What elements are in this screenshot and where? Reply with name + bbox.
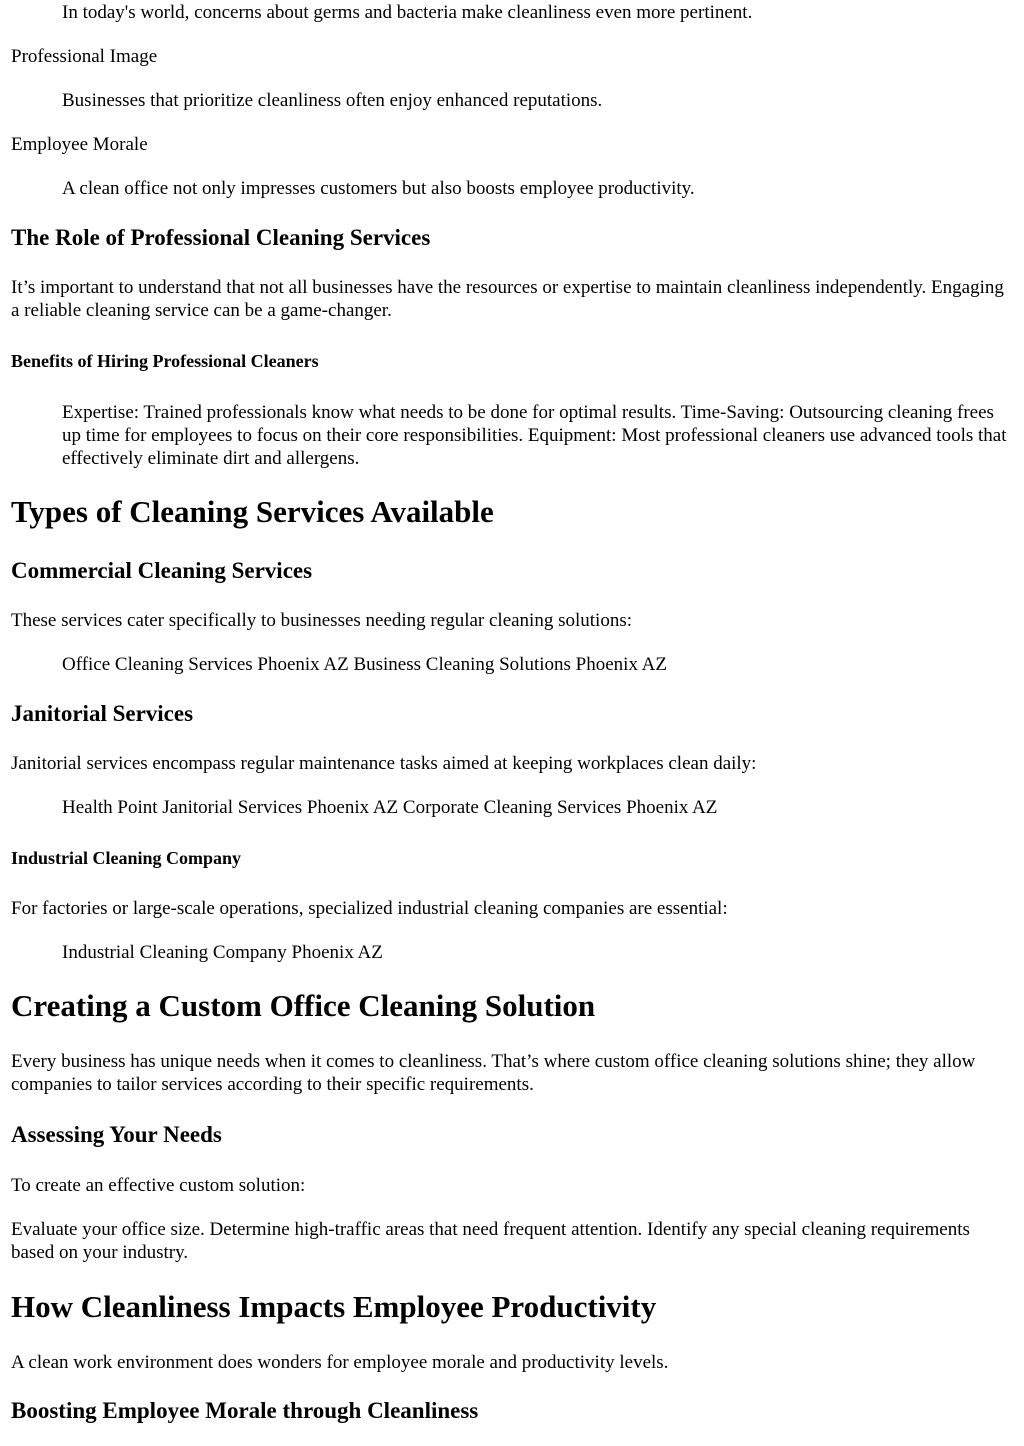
janitorial-heading: Janitorial Services	[11, 701, 194, 726]
productivity-heading: How Cleanliness Impacts Employee Productivity	[11, 1289, 657, 1324]
role-paragraph: It’s important to understand that not all businesses have the resources or expertise to maintain cleanliness independently. Engaging a reliable cleaning service can be a game-changer.	[11, 277, 1004, 321]
industrial-paragraph: For factories or large-scale operations, specialized industrial cleaning companies are essential:	[11, 898, 728, 919]
assess-heading: Assessing Your Needs	[11, 1122, 222, 1147]
custom-heading: Creating a Custom Office Cleaning Solution	[11, 988, 596, 1023]
types-heading: Types of Cleaning Services Available	[11, 494, 494, 529]
benefits-heading: Benefits of Hiring Professional Cleaners	[11, 351, 319, 371]
employee-morale-desc: A clean office not only impresses customers but also boosts employee productivity.	[62, 178, 695, 199]
productivity-paragraph: A clean work environment does wonders for employee morale and productivity levels.	[11, 1352, 669, 1373]
professional-image-term: Professional Image	[11, 46, 158, 67]
industrial-list: Industrial Cleaning Company Phoenix AZ	[62, 942, 383, 963]
commercial-paragraph: These services cater specifically to businesses needing regular cleaning solutions:	[11, 610, 632, 631]
germs-paragraph: In today's world, concerns about germs and bacteria make cleanliness even more pertinent.	[62, 2, 753, 23]
morale-heading: Boosting Employee Morale through Cleanliness	[11, 1398, 479, 1423]
janitorial-list: Health Point Janitorial Services Phoenix AZ Corporate Cleaning Services Phoenix AZ	[62, 797, 718, 818]
professional-image-desc: Businesses that prioritize cleanliness often enjoy enhanced reputations.	[62, 90, 603, 111]
employee-morale-term: Employee Morale	[11, 134, 148, 155]
role-heading: The Role of Professional Cleaning Services	[11, 225, 431, 250]
commercial-heading: Commercial Cleaning Services	[11, 558, 313, 583]
assess-paragraph: To create an effective custom solution:	[11, 1175, 306, 1196]
assess-steps: Evaluate your office size. Determine high-traffic areas that need frequent attention. Identify any special cleaning requirements based on your industry.	[11, 1219, 970, 1263]
benefits-list: Expertise: Trained professionals know what needs to be done for optimal results. Time-Saving: Outsourcing cleaning frees up time for employees to focus on their core responsibilities. Equipment: Most professional cleaners use advanced tools that effectively eliminate dirt and allergens.	[62, 402, 1007, 469]
janitorial-paragraph: Janitorial services encompass regular maintenance tasks aimed at keeping workplaces clean daily:	[11, 753, 757, 774]
commercial-list: Office Cleaning Services Phoenix AZ Business Cleaning Solutions Phoenix AZ	[62, 654, 667, 675]
industrial-heading: Industrial Cleaning Company	[11, 848, 242, 868]
custom-paragraph: Every business has unique needs when it comes to cleanliness. That’s where custom office cleaning solutions shine; they allow companies to tailor services according to their specific requirements.	[11, 1051, 976, 1095]
